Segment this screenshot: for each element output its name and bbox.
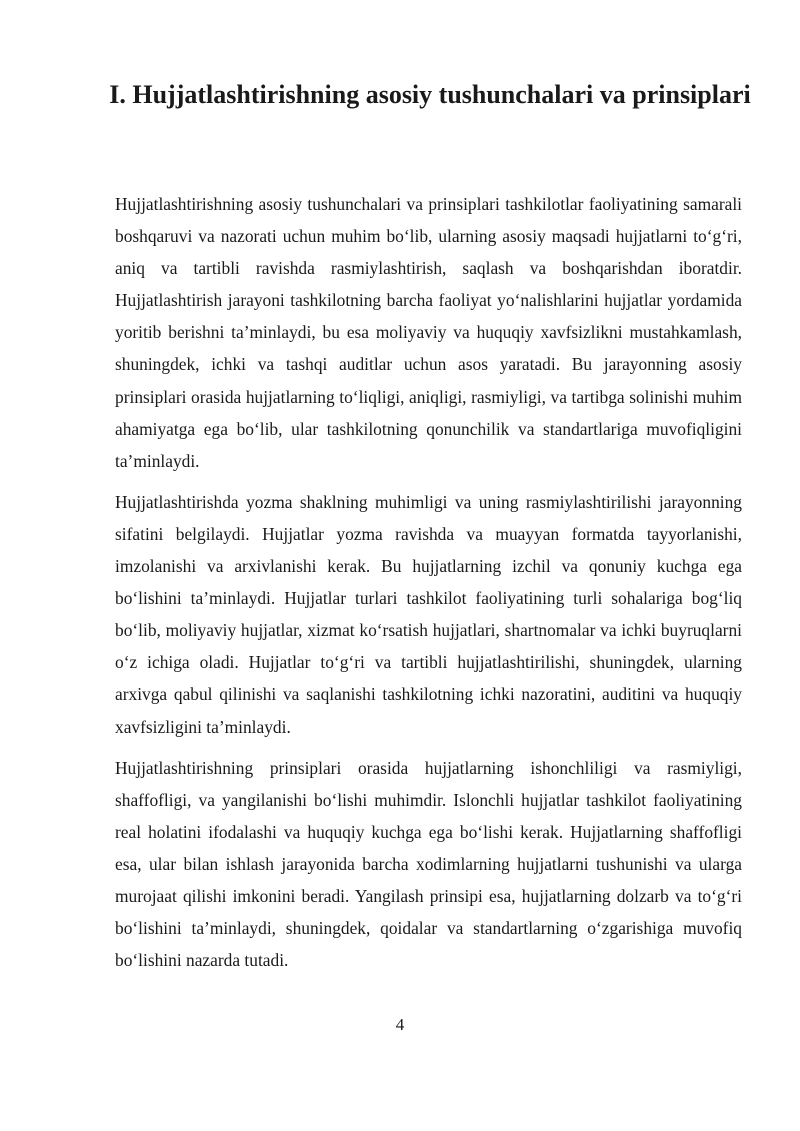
paragraph-3: Hujjatlashtirishning prinsiplari orasida hujjatlarning ishonchliligi va rasmiyligi, shaffofligi, va yangilanishi bo‘lishi muhimdir. Islonchli hujjatlar tashkilot faoliyatining real holatini ifodalashi va huquqiy kuchga ega bo‘lishi kerak. Hujjatlarning shaffofligi esa, ular bilan ishlash jarayonida barcha xodimlarning hujjatlarni tushunishi va ularga murojaat qilishi imkonini beradi. Yangilash prinsipi esa, hujjatlarning dolzarb va to‘g‘ri bo‘lishini ta’minlaydi, shuningdek, qoidalar va standartlarning o‘zgarishiga muvofiq bo‘lishini nazarda tutadi. <box>115 757 742 971</box>
paragraph-1: Hujjatlashtirishning asosiy tushunchalari va prinsiplari tashkilotlar faoliyatining samarali boshqaruvi va nazorati uchun muhim bo‘lib, ularning asosiy maqsadi hujjatlarni to‘g‘ri, aniq va tartibli ravishda rasmiylashtirish, saqlash va boshqarishdan iboratdir. Hujjatlashtirish jarayoni tashkilotning barcha faoliyat yo‘nalishlarini hujjatlar yordamida yoritib berishni ta’minlaydi, bu esa moliyaviy va huquqiy xavfsizlikni mustahkamlash, shuningdek, ichki va tashqi auditlar uchun asos yaratadi. Bu jarayonning asosiy prinsiplari orasida hujjatlarning to‘liqligi, aniqligi, rasmiyligi, va tartibga solinishi muhim ahamiyatga ega bo‘lib, ular tashkilotning qonunchilik va standartlariga muvofiqligini ta’minlaydi. <box>115 194 742 471</box>
page-number: 4 <box>395 1015 405 1034</box>
paragraph-2: Hujjatlashtirishda yozma shaklning muhimligi va uning rasmiylashtirilishi jarayonning sifatini belgilaydi. Hujjatlar yozma ravishda va muayyan formatda tayyorlanishi, imzolanishi va arxivlanishi kerak. Bu hujjatlarning izchil va qonuniy kuchga ega bo‘lishini ta’minlaydi. Hujjatlar turlari tashkilot faoliyatining turli sohalariga bog‘liq bo‘lib, moliyaviy hujjatlar, xizmat ko‘rsatish hujjatlari, shartnomalar va ichki buyruqlarni o‘z ichiga oladi. Hujjatlar to‘g‘ri va tartibli hujjatlashtirilishi, shuningdek, ularning arxivga qabul qilinishi va saqlanishi tashkilotning ichki nazoratini, auditini va huquqiy xavfsizligini ta’minlaydi. <box>115 491 742 737</box>
section-title: I. Hujjatlashtirishning asosiy tushunchalari va prinsiplari <box>109 80 751 109</box>
body-text <box>115 188 742 985</box>
